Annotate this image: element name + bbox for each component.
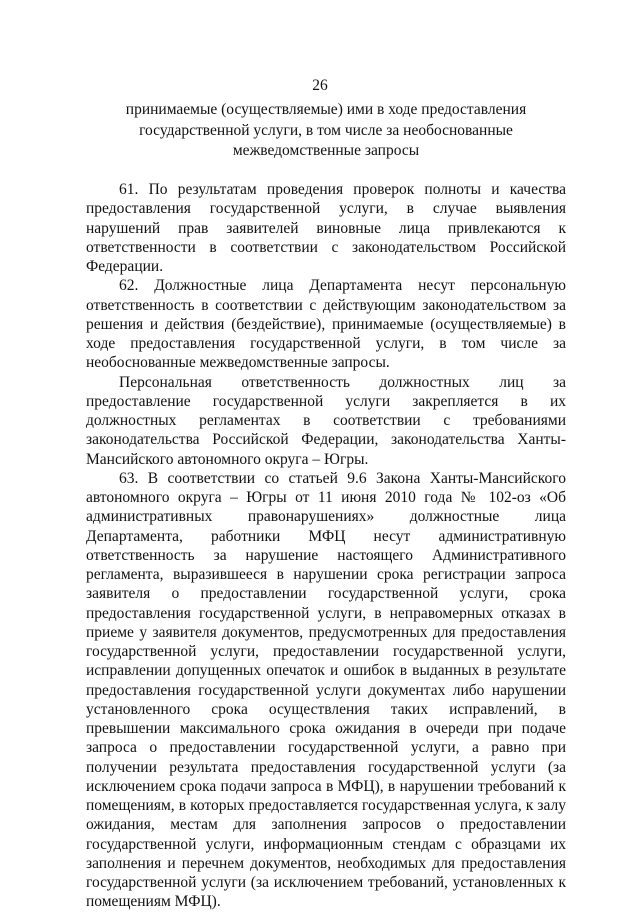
document-body — [86, 180, 566, 912]
paragraph-63: 63. В соответствии со статьей 9.6 Закона Ханты-Мансийского автономного округа – Югры от 11 июня 2010 года № 102-оз «Об административных правонарушениях» должностные лица Департамента, работники МФЦ несут административную ответственность за нарушение настоящего Административного регламента, выразившееся в нарушении срока регистрации запроса заявителя о предоставлении государственной услуги, срока предоставления государственной услуги, в неправомерных отказах в приеме у заявителя документов, предусмотренных для предоставления государственной услуги, предоставлении государственной услуги, исправлении допущенных опечаток и ошибок в выданных в результате предоставления государственной услуги документах либо нарушении установленного срока осуществления таких исправлений, в превышении максимального срока ожидания в очереди при подаче запроса о предоставлении государственной услуги, а равно при получении результата предоставления государственной услуги (за исключением срока подачи запроса в МФЦ), в нарушении требований к помещениям, в которых предоставляется государственная услуга, к залу ожидания, местам для заполнения запросов о предоставлении государственной услуги, информационным стендам с образцами их заполнения и перечнем документов, необходимых для предоставления государственной услуги (за исключением требований, установленных к помещениям МФЦ). — [86, 469, 566, 911]
paragraph-61: 61. По результатам проведения проверок полноты и качества предоставления государственной услуги, в случае выявления нарушений прав заявителей виновные лица привлекаются к ответственности в соответствии с законодательством Российской Федерации. — [86, 181, 566, 275]
heading-line-2: государственной услуги, в том числе за необоснованные — [139, 121, 513, 139]
section-heading — [88, 100, 564, 162]
page-number: 26 — [312, 77, 328, 94]
paragraph-personal-responsibility: Персональная ответственность должностных лиц за предоставление государственной услуги закрепляется в их должностных регламентах в соответствии с требованиями законодательства Российской Федерации, законодательства Ханты-Мансийского автономного округа – Югры. — [86, 373, 566, 468]
paragraph-62: 62. Должностные лица Департамента несут персональную ответственность в соответствии с действующим законодательством за решения и действия (бездействие), принимаемые (осуществляемые) в ходе предоставления государственной услуги, в том числе за необоснованные межведомственные запросы. — [86, 277, 566, 372]
heading-line-1: принимаемые (осуществляемые) ими в ходе предоставления — [125, 101, 527, 118]
heading-line-3: межведомственные запросы — [232, 142, 420, 160]
